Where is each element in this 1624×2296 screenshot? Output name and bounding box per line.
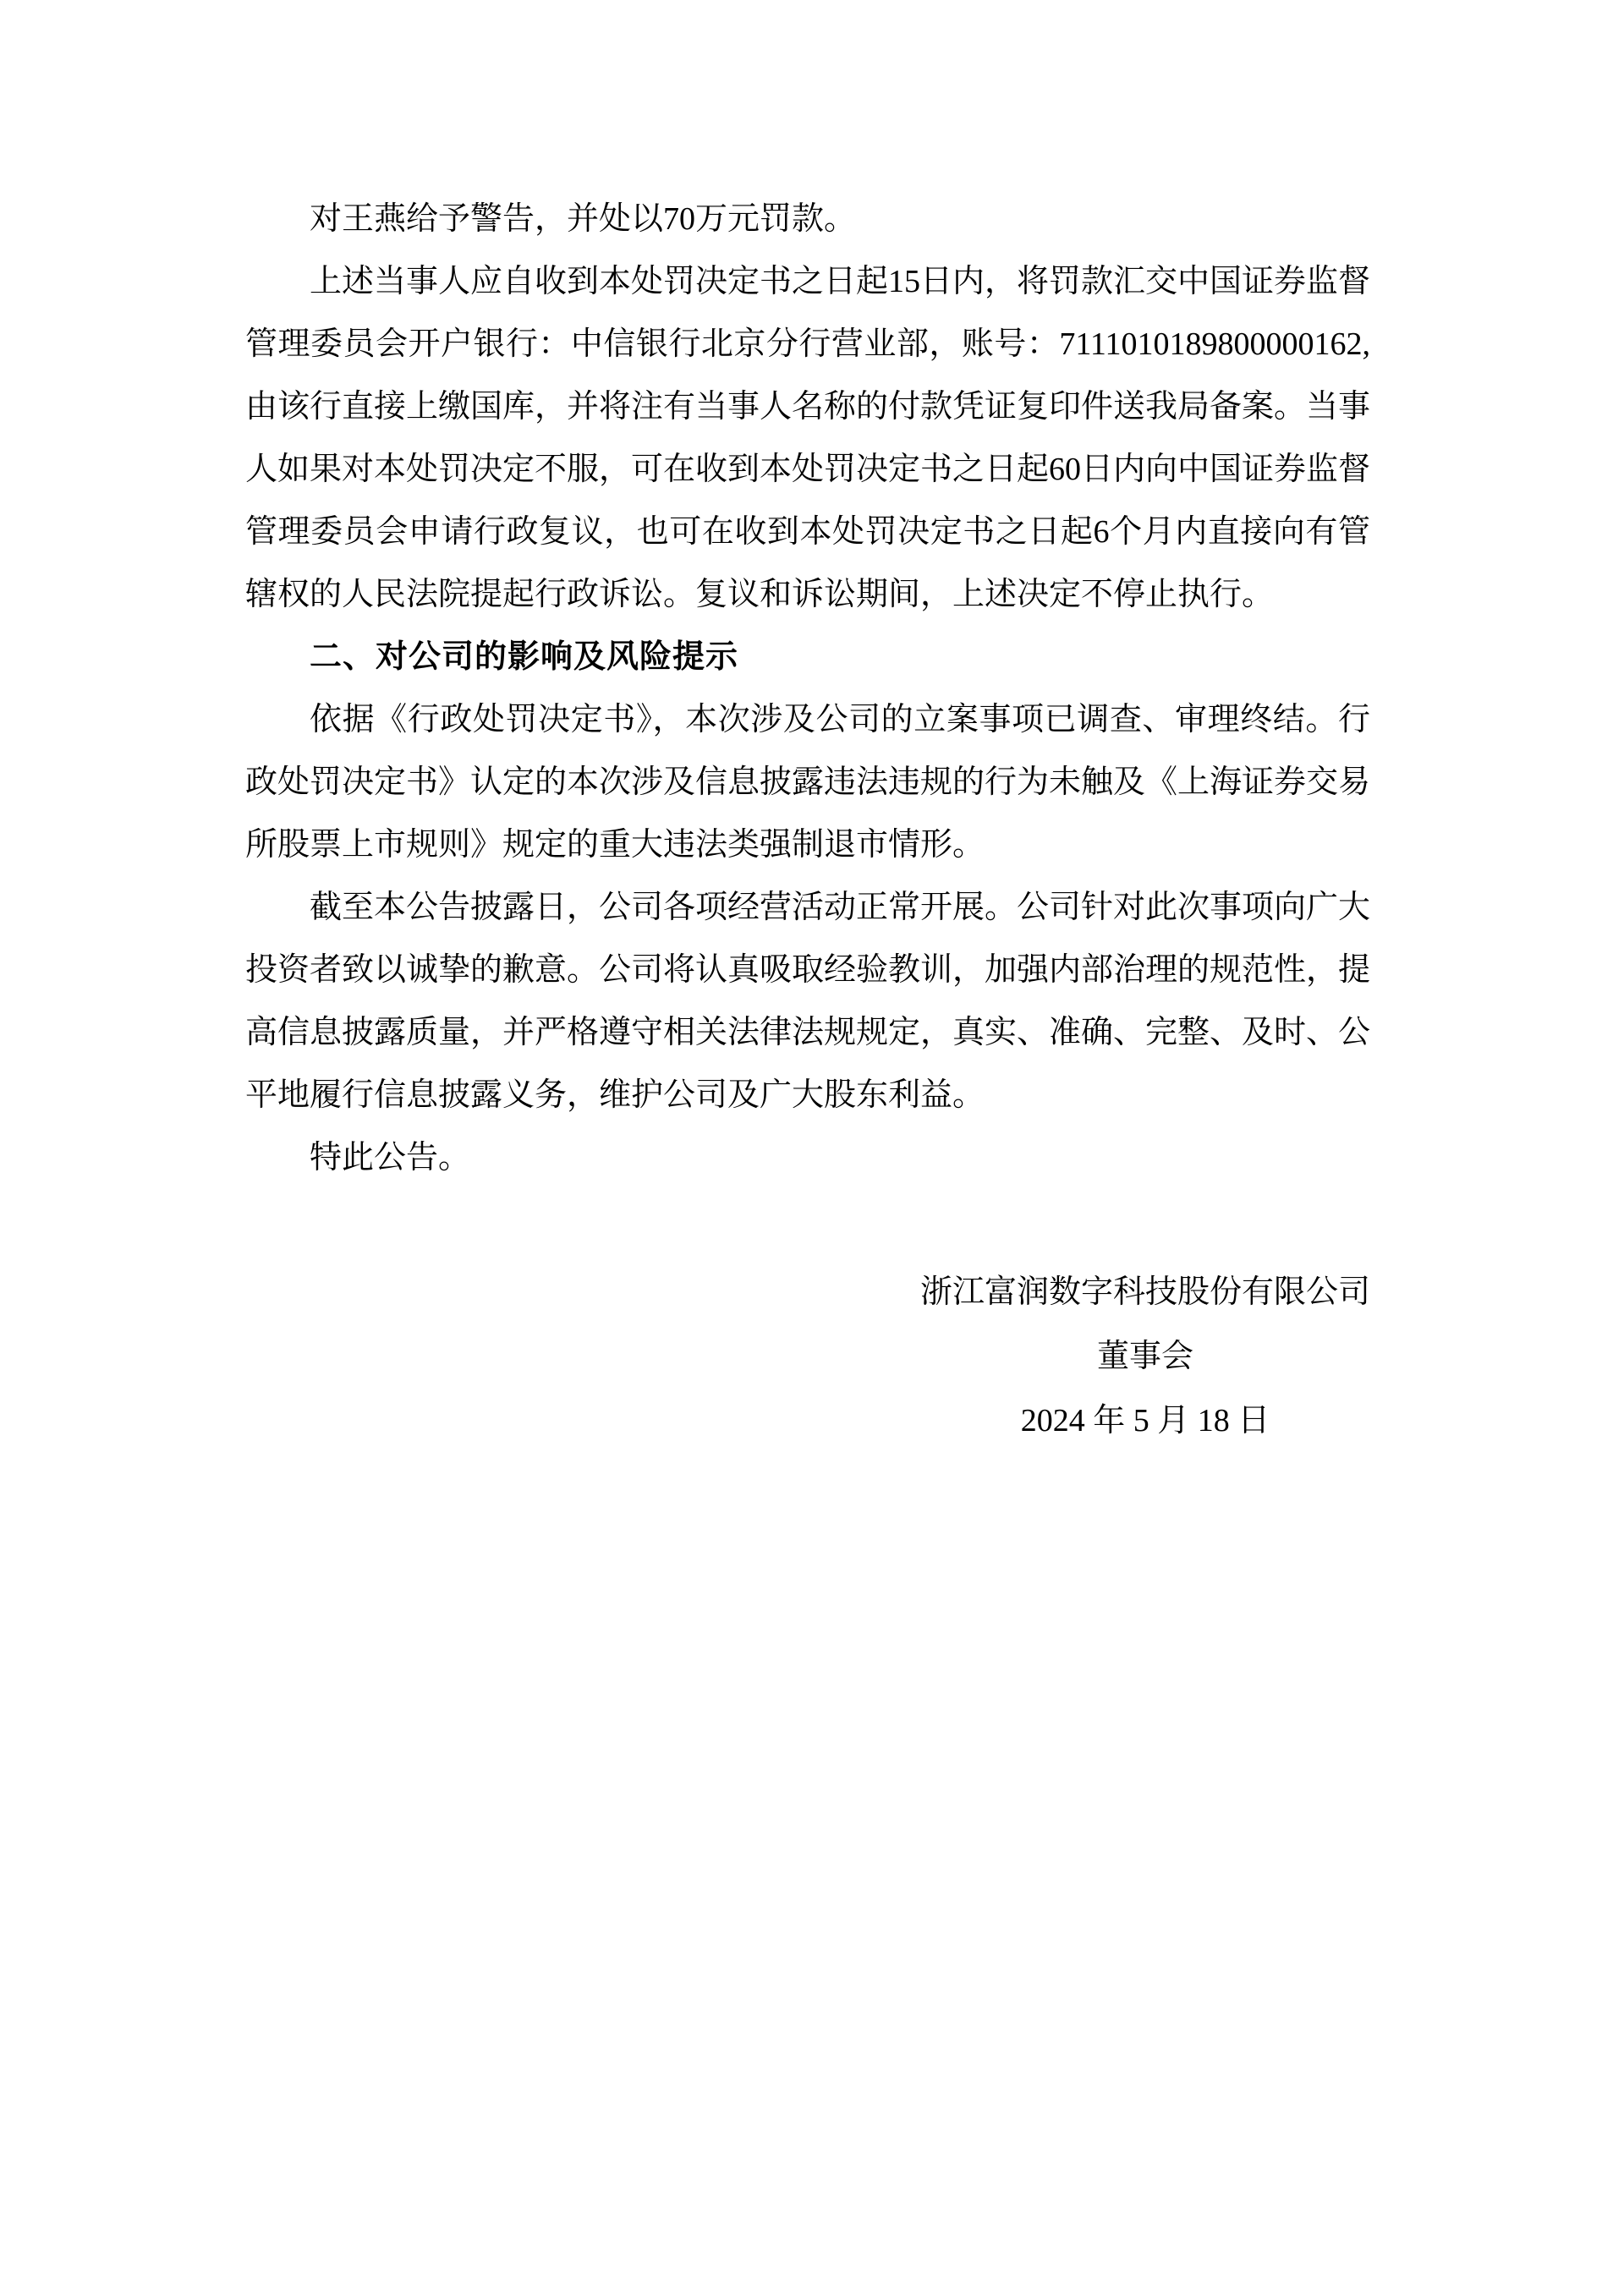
announcement-body <box>245 188 1370 1453</box>
paragraph-penalty-wangyan: 对王燕给予警告，并处以70万元罚款。 <box>310 201 857 237</box>
signature-board-of-directors: 董事会 <box>1096 1339 1193 1374</box>
paragraph-penalty-decision-conclusion: 依据《行政处罚决定书》，本次涉及公司的立案事项已调查、审理终结。行政处罚决定书》认定的本次涉及信息披露违法违规的行为未触及《上海证券交易所股票上市规则》规定的重大违法类强制退市情形。 <box>245 702 1371 863</box>
signature-date: 2024 年 5 月 18 日 <box>1020 1403 1270 1438</box>
signature-block <box>245 1260 1370 1453</box>
paragraph-apology-and-commitment: 截至本公告披露日，公司各项经营活动正常开展。公司针对此次事项向广大投资者致以诚挚的歉意。公司将认真吸取经验教训，加强内部治理的规范性，提高信息披露质量，并严格遵守相关法律法规规定，真实、准确、完整、及时、公平地履行信息披露义务，维护公司及广大股东利益。 <box>245 890 1371 1113</box>
paragraph-payment-and-appeal: 上述当事人应自收到本处罚决定书之日起15日内，将罚款汇交中国证券监督管理委员会开户银行：中信银行北京分行营业部，账号：7111010189800000162,由该行直接上缴国库，并将注有当事人名称的付款凭证复印件送我局备案。当事人如果对本处罚决定不服，可在收到本处罚决定书之日起60日内向中国证券监督管理委员会申请行政复议，也可在收到本处罚决定书之日起6个月内直接向有管辖权的人民法院提起行政诉讼。复议和诉讼期间，上述决定不停止执行。 <box>245 264 1371 612</box>
section-heading-impact-and-risk: 二、对公司的影响及风险提示 <box>310 639 739 675</box>
signature-inner <box>920 1260 1370 1453</box>
paragraph-closing-statement: 特此公告。 <box>310 1140 471 1175</box>
signature-company-name: 浙江富润数字科技股份有限公司 <box>919 1274 1370 1310</box>
